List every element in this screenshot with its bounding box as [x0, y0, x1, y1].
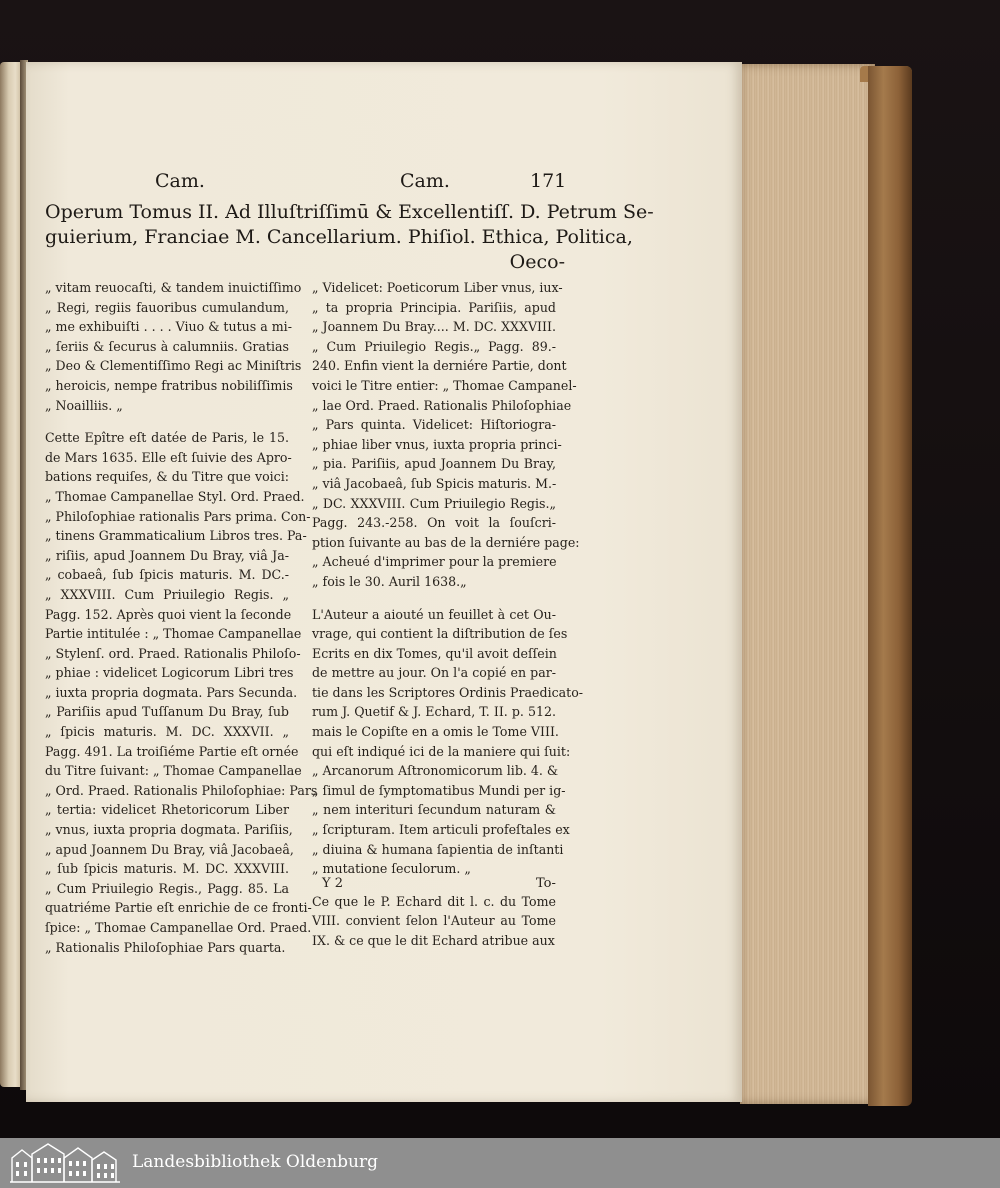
page-fore-edge: [740, 64, 875, 1104]
text-line: Pagg. 243.-258. On voit la ſouſcri-: [312, 515, 556, 531]
text-line: „ Rationalis Philoſophiae Pars quarta.: [45, 939, 286, 955]
text-line: ption ſuivante au bas de la derniére page:: [312, 534, 580, 550]
text-line: „ Thomae Campanellae Styl. Ord. Praed.: [45, 488, 305, 504]
text-line: „ XXXVIII. Cum Priuilegio Regis. „: [45, 586, 289, 602]
text-line: „ Videlicet: Poeticorum Liber vnus, iux-: [312, 280, 563, 295]
text-line: IX. & ce que le dit Echard atribue aux: [312, 933, 555, 948]
text-line: „ Philoſophiae rationalis Pars prima. Con-: [45, 508, 311, 524]
text-line: „ Regi, regiis fauoribus cumulandum,: [45, 299, 289, 315]
catchword: To-: [536, 876, 556, 891]
text-line: „ viâ Jacobaeâ, ſub Spicis maturis. M.-: [312, 475, 557, 491]
text-line: „ Deo & Clementiſſimo Regi ac Miniſtris: [45, 358, 302, 374]
text-line: VIII. convient ſelon l'Auteur au Tome: [312, 913, 556, 929]
text-line: L'Auteur a aiouté un feuillet à cet Ou-: [312, 606, 556, 622]
institution-name: Landesbibliothek Oldenburg: [132, 1152, 379, 1172]
text-line: Partie intitulée : „ Thomae Campanellae: [45, 626, 302, 642]
text-line: bations requiſes, & du Titre que voici:: [45, 469, 289, 485]
text-line: de mettre au jour. On l'a copié en par-: [312, 665, 556, 681]
text-line: „ tinens Grammaticalium Libros tres. Pa-: [45, 528, 307, 544]
text-line: „ riſiis, apud Joannem Du Bray, viâ Ja-: [45, 547, 289, 563]
text-line: „ me exhibuiſti . . . . Viuo & tutus a mi-: [45, 319, 292, 335]
text-line: „ ta propria Principia. Pariſiis, apud: [312, 299, 556, 315]
text-line: qui eſt indiqué ici de la maniere qui ſuit:: [312, 743, 571, 759]
text-line: vrage, qui contient la diſtribution de ſes: [312, 626, 568, 642]
running-head-left: Cam.: [155, 170, 205, 192]
text-line: „ fois le 30. Auril 1638.„: [312, 573, 467, 589]
text-line: „ Pars quinta. Videlicet: Hiſtoriogra-: [312, 417, 556, 433]
text-line: „ Cum Priuilegio Regis.„ Pagg. 89.-: [312, 338, 556, 354]
title-line: Oeco-: [509, 251, 565, 273]
text-line: „ mutatione ſeculorum. „: [312, 861, 471, 877]
text-line: „ Stylenſ. ord. Praed. Rationalis Philoſo-: [45, 645, 301, 661]
text-line: „ phiae : videlicet Logicorum Libri tres: [45, 665, 294, 681]
text-line: „ ſpicis maturis. M. DC. XXXVII. „: [45, 724, 289, 740]
book-cover-edge: [868, 66, 912, 1106]
title-line: Operum Tomus II. Ad Illuſtriſſimū & Excellentiſſ. D. Petrum Se-: [45, 201, 654, 223]
footer-bar: [0, 1138, 1000, 1188]
right-text-column: [312, 278, 584, 951]
text-line: „ DC. XXXVIII. Cum Priuilegio Regis.„: [312, 495, 556, 511]
text-line: „ tertia: videlicet Rhetoricorum Liber: [45, 802, 289, 818]
text-line: Pagg. 491. La troiſiéme Partie eſt ornée: [45, 743, 299, 759]
text-line: „ Joannem Du Bray.... M. DC. XXXVIII.: [312, 319, 556, 335]
paragraph-gap: [312, 592, 556, 605]
text-line: „ lae Ord. Praed. Rationalis Philoſophiae: [312, 397, 572, 413]
text-line: „ heroicis, nempe fratribus nobiliſſimis: [45, 377, 293, 393]
paragraph-gap: [45, 415, 289, 428]
title-line: guierium, Franciae M. Cancellarium. Phiſiol. Ethica, Politica,: [45, 226, 633, 248]
text-line: „ Arcanorum Aſtronomicorum lib. 4. &: [312, 763, 559, 779]
text-line: „ iuxta propria dogmata. Pars Secunda.: [45, 684, 298, 700]
text-line: „ ſeriis & ſecurus à calumniis. Gratias: [45, 338, 289, 354]
text-line: 240. Enfin vient la derniére Partie, dont: [312, 358, 567, 374]
running-head-center: Cam.: [400, 170, 450, 192]
text-line: „ phiae liber vnus, iuxta propria princi-: [312, 436, 562, 452]
page-number: 171: [530, 170, 567, 192]
left-text-column: [45, 278, 318, 957]
text-line: ſpice: „ Thomae Campanellae Ord. Praed.: [45, 920, 312, 935]
text-line: „ Noailliis. „: [45, 397, 123, 413]
text-line: „ pia. Pariſiis, apud Joannem Du Bray,: [312, 456, 556, 472]
text-line: „ ſcripturam. Item articuli profeſtales ex: [312, 822, 570, 838]
text-line: „ nem interituri ſecundum naturam &: [312, 802, 556, 818]
text-line: Ecrits en dix Tomes, qu'il avoit deſſein: [312, 645, 557, 661]
text-line: du Titre ſuivant: „ Thomae Campanellae: [45, 763, 302, 779]
text-line: Ce que le P. Echard dit l. c. du Tome: [312, 893, 556, 909]
text-line: „ Cum Priuilegio Regis., Pagg. 85. La: [45, 880, 289, 896]
text-line: voici le Titre entier: „ Thomae Campanel-: [312, 377, 577, 393]
text-line: tie dans les Scriptores Ordinis Praedicato-: [312, 684, 584, 700]
text-line: „ Pariſiis apud Tuſſanum Du Bray, ſub: [45, 704, 289, 720]
text-line: „ apud Joannem Du Bray, viâ Jacobaeâ,: [45, 841, 294, 857]
text-line: mais le Copiſte en a omis le Tome VIII.: [312, 724, 559, 740]
title-block: [45, 200, 654, 275]
text-line: „ Acheué d'imprimer pour la premiere: [312, 554, 557, 570]
library-building-icon: [8, 1142, 122, 1184]
text-line: „ vitam reuocaſti, & tandem inuictiſſimo: [45, 280, 302, 295]
text-line: „ cobaeâ, ſub ſpicis maturis. M. DC.-: [45, 567, 289, 583]
signature-mark: Y 2: [322, 876, 343, 891]
text-line: „ Ord. Praed. Rationalis Philoſophiae: Pars: [45, 782, 318, 798]
text-line: Cette Epître eſt datée de Paris, le 15.: [45, 430, 289, 446]
text-line: „ diuina & humana ſapientia de inſtanti: [312, 841, 564, 857]
text-line: „ ſimul de ſymptomatibus Mundi per ig-: [312, 782, 566, 798]
text-line: rum J. Quetif & J. Echard, T. II. p. 512.: [312, 704, 556, 720]
text-line: „ vnus, iuxta propria dogmata. Pariſiis,: [45, 822, 293, 838]
text-line: quatriéme Partie eſt enrichie de ce fronti-: [45, 900, 312, 916]
left-page-edge: [0, 62, 22, 1087]
text-line: „ ſub ſpicis maturis. M. DC. XXXVIII.: [45, 861, 289, 877]
text-line: Pagg. 152. Après quoi vient la ſeconde: [45, 606, 292, 622]
text-line: de Mars 1635. Elle eſt ſuivie des Apro-: [45, 449, 292, 465]
paragraph-gap: [312, 879, 556, 892]
